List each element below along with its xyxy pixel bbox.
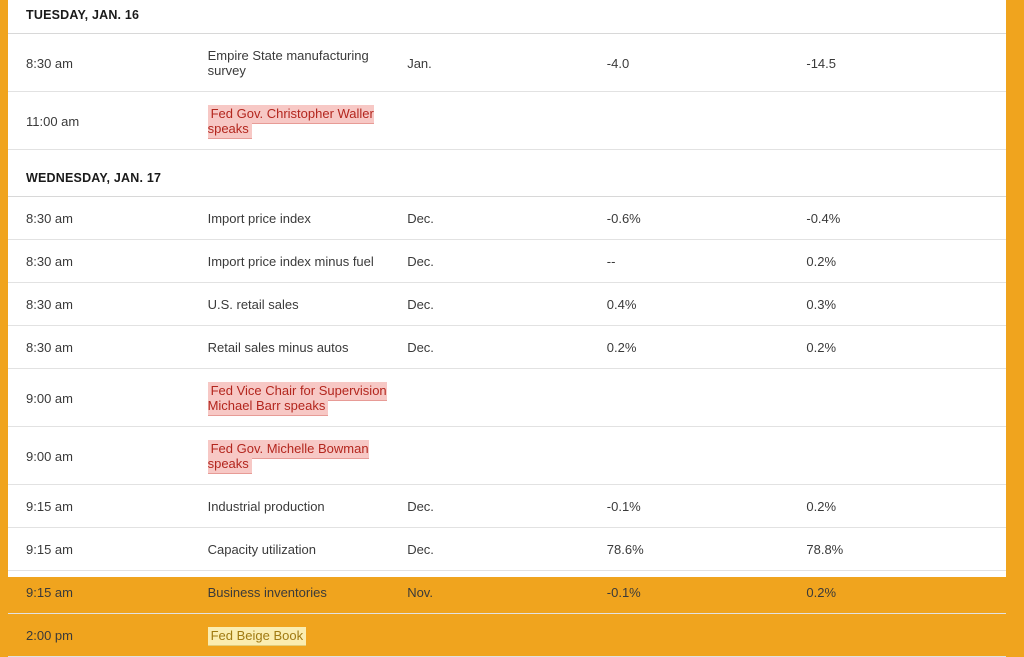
event-report-text: Industrial production [207, 499, 325, 514]
day-header-cell [8, 0, 1006, 34]
event-report [208, 34, 408, 92]
event-previous: 0.2% [806, 240, 1006, 283]
event-period: Jan. [407, 34, 607, 92]
event-period: Dec. [407, 326, 607, 369]
day-label: WEDNESDAY, JAN. 17 [26, 171, 162, 185]
event-report [208, 326, 408, 369]
event-time: 9:15 am [8, 571, 208, 614]
event-report [208, 427, 408, 485]
table-row [8, 485, 1006, 528]
event-previous [806, 427, 1006, 485]
event-period [407, 369, 607, 427]
event-report-text: Import price index minus fuel [207, 254, 374, 269]
table-row [8, 528, 1006, 571]
event-report-text: Import price index [207, 211, 311, 226]
economic-calendar-table [8, 0, 1006, 657]
event-actual: -0.6% [607, 197, 807, 240]
event-report-text: Fed Gov. Christopher Waller speaks [208, 105, 374, 139]
table-row [8, 283, 1006, 326]
event-time: 8:30 am [8, 34, 208, 92]
event-report [208, 92, 408, 150]
event-actual [607, 614, 807, 657]
event-report [208, 283, 408, 326]
table-row [8, 614, 1006, 657]
table-row [8, 369, 1006, 427]
event-report-text: Empire State manufacturing survey [207, 48, 369, 78]
event-report-text: Retail sales minus autos [207, 340, 349, 355]
table-row [8, 92, 1006, 150]
event-report-text: Business inventories [207, 585, 327, 600]
event-report [208, 369, 408, 427]
event-report-text: Fed Gov. Michelle Bowman speaks [208, 440, 369, 474]
event-previous: 0.2% [806, 485, 1006, 528]
event-report [208, 528, 408, 571]
day-header-cell [8, 150, 1006, 197]
day-label: TUESDAY, JAN. 16 [26, 8, 140, 22]
event-time: 8:30 am [8, 283, 208, 326]
event-previous [806, 92, 1006, 150]
event-report [208, 197, 408, 240]
event-actual: -0.1% [607, 571, 807, 614]
event-report-text: Fed Beige Book [208, 627, 307, 646]
event-actual: -- [607, 240, 807, 283]
event-report-text: Capacity utilization [207, 542, 316, 557]
event-actual: 0.4% [607, 283, 807, 326]
event-previous [806, 614, 1006, 657]
event-time: 8:30 am [8, 240, 208, 283]
event-previous: 0.2% [806, 571, 1006, 614]
event-time: 9:15 am [8, 528, 208, 571]
economic-calendar-sheet [8, 0, 1006, 643]
event-actual [607, 427, 807, 485]
event-previous: 78.8% [806, 528, 1006, 571]
event-actual [607, 369, 807, 427]
table-row [8, 326, 1006, 369]
event-period: Dec. [407, 528, 607, 571]
event-time: 8:30 am [8, 197, 208, 240]
event-previous: 0.2% [806, 326, 1006, 369]
event-actual: -4.0 [607, 34, 807, 92]
event-previous [806, 369, 1006, 427]
table-row [8, 571, 1006, 614]
event-period [407, 427, 607, 485]
event-actual: 0.2% [607, 326, 807, 369]
event-period [407, 92, 607, 150]
table-row [8, 197, 1006, 240]
table-row [8, 427, 1006, 485]
event-previous: 0.3% [806, 283, 1006, 326]
event-report [208, 240, 408, 283]
event-report [208, 485, 408, 528]
event-time: 2:00 pm [8, 614, 208, 657]
event-time: 11:00 am [8, 92, 208, 150]
table-row [8, 34, 1006, 92]
event-previous: -0.4% [806, 197, 1006, 240]
event-actual [607, 92, 807, 150]
event-time: 8:30 am [8, 326, 208, 369]
event-report [208, 614, 408, 657]
event-actual: 78.6% [607, 528, 807, 571]
event-period: Dec. [407, 197, 607, 240]
event-period: Nov. [407, 571, 607, 614]
event-actual: -0.1% [607, 485, 807, 528]
table-row [8, 240, 1006, 283]
day-header-row [8, 150, 1006, 197]
event-time: 9:00 am [8, 369, 208, 427]
event-report [208, 571, 408, 614]
day-header-row [8, 0, 1006, 34]
event-time: 9:15 am [8, 485, 208, 528]
event-period: Dec. [407, 485, 607, 528]
event-time: 9:00 am [8, 427, 208, 485]
calendar-body [8, 0, 1006, 657]
event-report-text: U.S. retail sales [207, 297, 299, 312]
event-previous: -14.5 [806, 34, 1006, 92]
event-period: Dec. [407, 283, 607, 326]
event-period [407, 614, 607, 657]
event-report-text: Fed Vice Chair for Supervision Michael Barr speaks [208, 382, 387, 416]
event-period: Dec. [407, 240, 607, 283]
